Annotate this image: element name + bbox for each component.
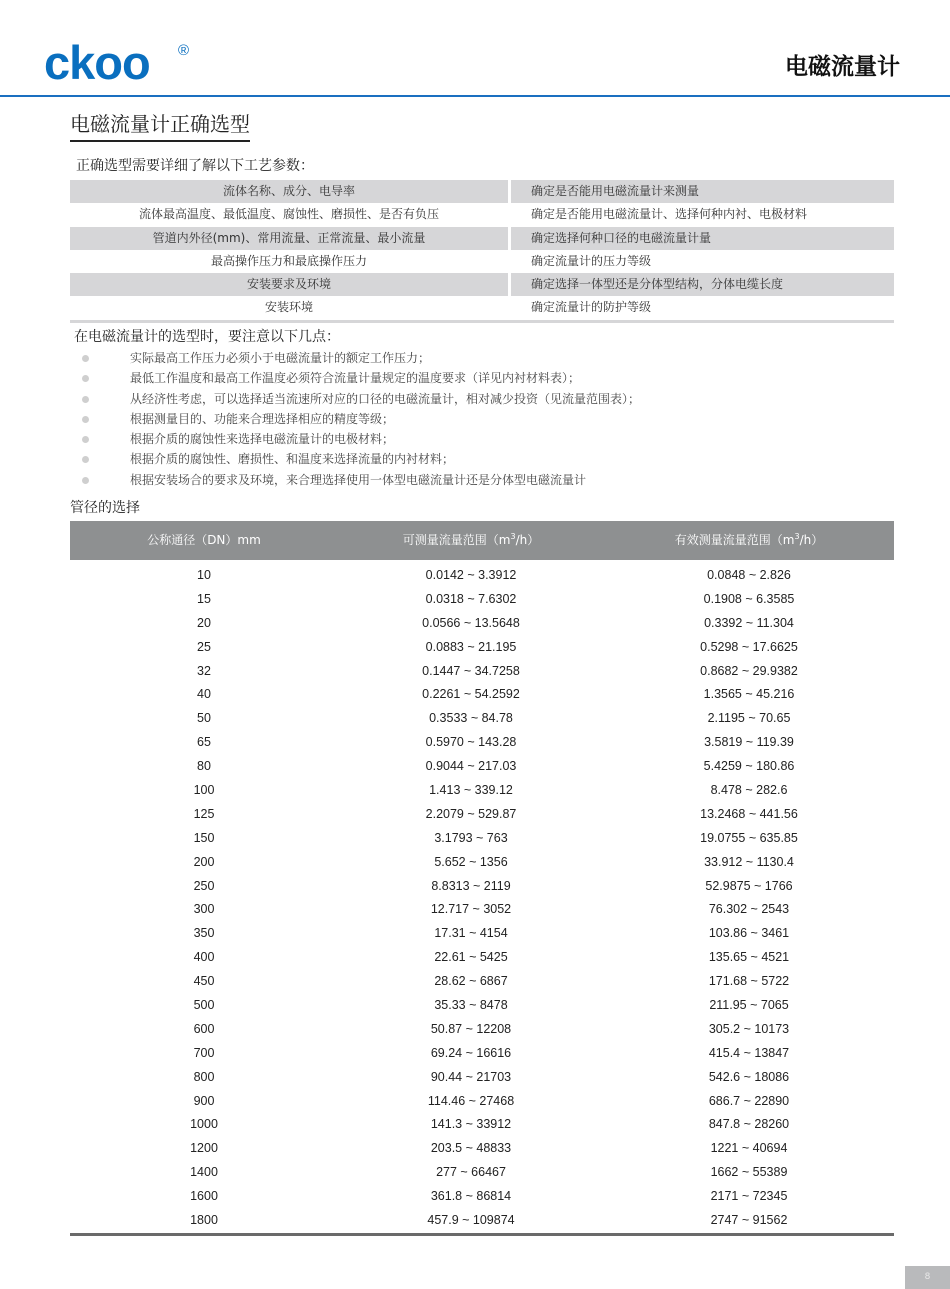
cell-measurable: 0.0142 ~ 3.3912 bbox=[425, 568, 517, 582]
cell-effective: 5.4259 ~ 180.86 bbox=[703, 759, 795, 774]
note-item bbox=[80, 348, 900, 368]
cell-effective: 2.1195 ~ 70.65 bbox=[707, 711, 791, 726]
table-row bbox=[70, 945, 894, 969]
note-text: 从经济性考虑，可以选择适当流速所对应的口径的电磁流量计，相对减少投资（见流量范围表）； bbox=[130, 391, 641, 406]
cell-effective: 3.5819 ~ 119.39 bbox=[704, 735, 794, 750]
table-row bbox=[70, 993, 894, 1017]
param-row bbox=[70, 273, 894, 296]
params-bottom-rule bbox=[70, 320, 894, 323]
pipe-size-table bbox=[70, 521, 894, 1236]
cell-effective: 2747 ~ 91562 bbox=[710, 1213, 788, 1228]
table-row bbox=[70, 1184, 894, 1208]
header-divider bbox=[0, 95, 950, 97]
cell-dn: 65 bbox=[197, 735, 211, 750]
table-row bbox=[70, 682, 894, 706]
table-row bbox=[70, 1160, 894, 1184]
table-row bbox=[70, 969, 894, 993]
cell-effective: 13.2468 ~ 441.56 bbox=[700, 806, 798, 821]
brand-logo: ckoo bbox=[44, 36, 150, 89]
pipe-table-title: 管径的选择 bbox=[70, 500, 140, 516]
param-name: 流体名称、成分、电导率 bbox=[70, 180, 508, 203]
cell-measurable: 12.717 ~ 3052 bbox=[430, 902, 512, 917]
bullet-icon bbox=[82, 396, 89, 403]
cell-dn: 250 bbox=[193, 878, 215, 893]
cell-measurable: 28.62 ~ 6867 bbox=[434, 974, 508, 989]
cell-dn: 25 bbox=[197, 639, 211, 654]
table-row bbox=[70, 1041, 894, 1065]
cell-effective: 52.9875 ~ 1766 bbox=[705, 878, 793, 893]
table-row bbox=[70, 874, 894, 898]
notes-title: 在电磁流量计的选型时，要注意以下几点： bbox=[74, 329, 340, 345]
cell-measurable: 141.3 ~ 33912 bbox=[430, 1117, 512, 1132]
cell-measurable: 5.652 ~ 1356 bbox=[434, 854, 508, 869]
table-row bbox=[70, 1065, 894, 1089]
param-purpose: 确定是否能用电磁流量计来测量 bbox=[511, 180, 894, 203]
param-row bbox=[70, 296, 894, 319]
bullet-icon bbox=[82, 436, 89, 443]
cell-effective: 19.0755 ~ 635.85 bbox=[700, 830, 798, 845]
cell-measurable: 457.9 ~ 109874 bbox=[427, 1213, 515, 1228]
cell-effective: 847.8 ~ 28260 bbox=[708, 1117, 790, 1132]
cell-measurable: 0.0566 ~ 13.5648 bbox=[422, 615, 520, 630]
param-name: 安装环境 bbox=[264, 300, 313, 315]
table-row bbox=[70, 1208, 894, 1232]
cell-measurable: 8.8313 ~ 2119 bbox=[431, 878, 511, 893]
cell-measurable: 0.3533 ~ 84.78 bbox=[429, 711, 513, 726]
cell-effective: 2171 ~ 72345 bbox=[710, 1189, 788, 1204]
cell-dn: 1400 bbox=[190, 1165, 218, 1180]
note-item bbox=[80, 389, 900, 409]
cell-dn: 20 bbox=[197, 615, 211, 630]
cell-effective: 0.1908 ~ 6.3585 bbox=[703, 591, 795, 606]
cell-dn: 300 bbox=[193, 902, 215, 917]
cell-dn: 1200 bbox=[190, 1141, 218, 1156]
bullet-icon bbox=[82, 355, 89, 362]
cell-measurable: 0.5970 ~ 143.28 bbox=[425, 735, 517, 750]
param-name: 流体最高温度、最低温度、腐蚀性、磨损性、是否有负压 bbox=[138, 207, 439, 222]
cell-dn: 50 bbox=[197, 711, 211, 726]
param-purpose: 确定选择一体型还是分体型结构，分体电缆长度 bbox=[511, 273, 894, 296]
cell-effective: 415.4 ~ 13847 bbox=[708, 1045, 790, 1060]
note-text: 实际最高工作压力必须小于电磁流量计的额定工作压力； bbox=[130, 351, 431, 365]
table-row bbox=[70, 921, 894, 945]
cell-dn: 32 bbox=[197, 663, 211, 678]
cell-effective: 0.3392 ~ 11.304 bbox=[704, 615, 794, 630]
cell-measurable: 0.0318 ~ 7.6302 bbox=[425, 591, 517, 606]
table-row bbox=[70, 826, 894, 850]
table-row bbox=[70, 587, 894, 611]
param-row bbox=[70, 227, 894, 250]
cell-dn: 350 bbox=[193, 926, 215, 941]
cell-dn: 1000 bbox=[190, 1117, 218, 1132]
cell-effective: 33.912 ~ 1130.4 bbox=[704, 854, 794, 869]
header-effective: 有效测量流量范围$(m^3/h)$ bbox=[674, 532, 824, 547]
table-header bbox=[70, 521, 894, 560]
cell-effective: 0.0848 ~ 2.826 bbox=[707, 568, 791, 582]
table-row bbox=[70, 611, 894, 635]
note-item bbox=[80, 429, 900, 449]
cell-measurable: 203.5 ~ 48833 bbox=[430, 1141, 512, 1156]
cell-measurable: 0.0883 ~ 21.195 bbox=[425, 639, 517, 654]
table-row bbox=[70, 754, 894, 778]
header-title: 电磁流量计 bbox=[785, 54, 900, 80]
notes-list bbox=[80, 348, 900, 490]
cell-effective: 103.86 ~ 3461 bbox=[708, 926, 790, 941]
table-row bbox=[70, 1089, 894, 1113]
cell-measurable: 22.61 ~ 5425 bbox=[434, 950, 508, 965]
cell-measurable: 35.33 ~ 8478 bbox=[434, 998, 508, 1013]
table-row bbox=[70, 1112, 894, 1136]
param-name: 管道内外径(mm)、常用流量、正常流量、最小流量 bbox=[70, 227, 508, 250]
cell-measurable: 3.1793 ~ 763 bbox=[434, 830, 508, 845]
cell-effective: 0.8682 ~ 29.9382 bbox=[700, 663, 798, 678]
cell-dn: 700 bbox=[193, 1045, 215, 1060]
registered-mark: ® bbox=[178, 42, 190, 59]
header-dn: 公称通径（DN）mm bbox=[147, 533, 261, 547]
cell-measurable: 114.46 ~ 27468 bbox=[427, 1093, 515, 1108]
cell-dn: 150 bbox=[193, 830, 215, 845]
cell-dn: 600 bbox=[193, 1021, 215, 1036]
note-text: 根据测量目的、功能来合理选择相应的精度等级； bbox=[130, 411, 395, 426]
cell-dn: 125 bbox=[193, 806, 215, 821]
table-row bbox=[70, 635, 894, 659]
table-row bbox=[70, 1017, 894, 1041]
table-row bbox=[70, 730, 894, 754]
param-name: 安装要求及环境 bbox=[70, 273, 508, 296]
cell-dn: 80 bbox=[197, 759, 211, 774]
table-body bbox=[70, 560, 894, 1232]
cell-effective: 0.5298 ~ 17.6625 bbox=[700, 639, 798, 654]
cell-measurable: 0.2261 ~ 54.2592 bbox=[422, 687, 520, 702]
note-text: 根据介质的腐蚀性来选择电磁流量计的电极材料； bbox=[130, 432, 395, 447]
bullet-icon bbox=[82, 375, 89, 382]
note-item bbox=[80, 449, 900, 469]
bullet-icon bbox=[82, 477, 89, 484]
cell-dn: 800 bbox=[193, 1069, 215, 1084]
param-purpose: 确定选择何种口径的电磁流量计量 bbox=[511, 227, 894, 250]
cell-measurable: 2.2079 ~ 529.87 bbox=[425, 806, 517, 821]
table-bottom-rule bbox=[70, 1233, 894, 1236]
cell-effective: 542.6 ~ 18086 bbox=[708, 1069, 790, 1084]
note-item bbox=[80, 409, 900, 429]
table-row bbox=[70, 706, 894, 730]
cell-effective: 76.302 ~ 2543 bbox=[708, 902, 790, 917]
cell-measurable: 17.31 ~ 4154 bbox=[434, 926, 508, 941]
cell-measurable: 0.1447 ~ 34.7258 bbox=[422, 663, 520, 678]
note-text: 根据介质的腐蚀性、磨损性、和温度来选择流量的内衬材料； bbox=[130, 452, 455, 467]
bullet-icon bbox=[82, 456, 89, 463]
cell-dn: 15 bbox=[197, 591, 211, 606]
cell-dn: 40 bbox=[197, 687, 211, 702]
param-name: 最高操作压力和最底操作压力 bbox=[210, 253, 367, 268]
cell-effective: 305.2 ~ 10173 bbox=[708, 1021, 790, 1036]
table-row bbox=[70, 897, 894, 921]
cell-dn: 10 bbox=[197, 568, 211, 582]
table-row bbox=[70, 1136, 894, 1160]
table-row bbox=[70, 563, 894, 587]
params-table bbox=[70, 180, 894, 323]
note-text: 最低工作温度和最高工作温度必须符合流量计量规定的温度要求（详见内衬材料表）； bbox=[130, 371, 581, 386]
cell-effective: 211.95 ~ 7065 bbox=[709, 998, 789, 1013]
param-purpose: 确定流量计的压力等级 bbox=[531, 253, 652, 268]
cell-effective: 1.3565 ~ 45.216 bbox=[703, 687, 795, 702]
cell-effective: 171.68 ~ 5722 bbox=[708, 974, 790, 989]
cell-measurable: 90.44 ~ 21703 bbox=[430, 1069, 512, 1084]
param-row bbox=[70, 203, 894, 226]
cell-dn: 450 bbox=[193, 974, 215, 989]
cell-dn: 500 bbox=[193, 998, 215, 1013]
cell-measurable: 0.9044 ~ 217.03 bbox=[425, 759, 517, 774]
cell-dn: 200 bbox=[193, 854, 215, 869]
header-measurable: 可测量流量范围$(m^3/h)$ bbox=[402, 532, 540, 547]
cell-effective: 1662 ~ 55389 bbox=[710, 1165, 788, 1180]
page-title: 电磁流量计正确选型 bbox=[70, 110, 250, 142]
table-row bbox=[70, 802, 894, 826]
cell-dn: 1600 bbox=[190, 1189, 218, 1204]
param-row bbox=[70, 180, 894, 203]
table-row bbox=[70, 850, 894, 874]
cell-dn: 400 bbox=[193, 950, 215, 965]
params-intro: 正确选型需要详细了解以下工艺参数： bbox=[76, 158, 314, 174]
cell-effective: 8.478 ~ 282.6 bbox=[710, 783, 788, 798]
cell-measurable: 1.413 ~ 339.12 bbox=[429, 783, 513, 798]
param-row bbox=[70, 250, 894, 273]
bullet-icon bbox=[82, 416, 89, 423]
cell-dn: 100 bbox=[193, 783, 215, 798]
param-purpose: 确定流量计的防护等级 bbox=[531, 300, 652, 315]
page-number: 8 bbox=[905, 1266, 950, 1289]
cell-effective: 135.65 ~ 4521 bbox=[708, 950, 790, 965]
cell-measurable: 361.8 ~ 86814 bbox=[430, 1189, 512, 1204]
cell-dn: 900 bbox=[193, 1093, 215, 1108]
note-item bbox=[80, 470, 900, 490]
cell-measurable: 277 ~ 66467 bbox=[436, 1165, 506, 1180]
cell-measurable: 69.24 ~ 16616 bbox=[430, 1045, 512, 1060]
note-text: 根据安装场合的要求及环境，来合理选择使用一体型电磁流量计还是分体型电磁流量计 bbox=[130, 472, 587, 487]
cell-measurable: 50.87 ~ 12208 bbox=[430, 1021, 512, 1036]
note-item bbox=[80, 368, 900, 388]
table-row bbox=[70, 778, 894, 802]
cell-effective: 1221 ~ 40694 bbox=[710, 1141, 788, 1156]
cell-effective: 686.7 ~ 22890 bbox=[708, 1093, 790, 1108]
cell-dn: 1800 bbox=[190, 1213, 218, 1228]
param-purpose: 确定是否能用电磁流量计、选择何种内衬、电极材料 bbox=[531, 207, 808, 222]
table-row bbox=[70, 659, 894, 683]
